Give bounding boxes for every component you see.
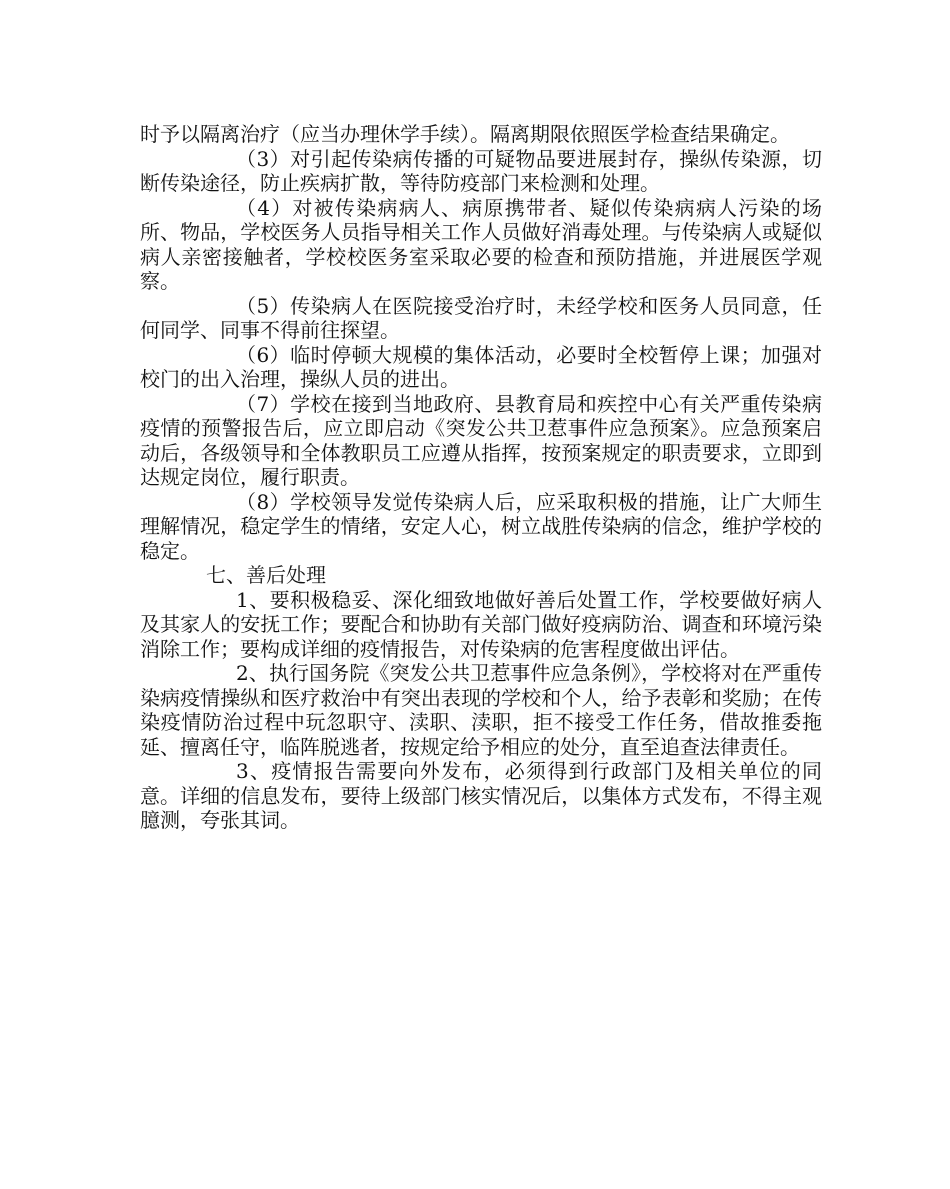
paragraph-item-3: （3）对引起传染病传播的可疑物品要进展封存，操纵传染源，切断传染途径，防止疾病扩散，等待防疫部门来检测和处理。 <box>140 146 822 195</box>
paragraph-item-8: （8）学校领导发觉传染病人后，应采取积极的措施，让广大师生理解情况，稳定学生的情绪，安定人心，树立战胜传染病的信念，维护学校的稳定。 <box>140 489 822 563</box>
paragraph-aftermath-1: 1、要积极稳妥、深化细致地做好善后处置工作，学校要做好病人及其家人的安抚工作；要配合和协助有关部门做好疫病防治、调查和环境污染消除工作；要构成详细的疫情报告，对传染病的危害程度做出评估。 <box>140 587 822 661</box>
paragraph-isolation-period: 时予以隔离治疗（应当办理休学手续）。隔离期限依照医学检查结果确定。 <box>140 122 790 146</box>
section-heading-aftermath: 七、善后处理 <box>206 563 326 587</box>
paragraph-item-4: （4）对被传染病病人、病原携带者、疑似传染病病人污染的场所、物品，学校医务人员指导相关工作人员做好消毒处理。与传染病人或疑似病人亲密接触者，学校校医务室采取必要的检查和预防措施，并进展医学观察。 <box>140 195 822 293</box>
paragraph-aftermath-2: 2、执行国务院《突发公共卫惹事件应急条例》，学校将对在严重传染病疫情操纵和医疗救治中有突出表现的学校和个人，给予表彰和奖励；在传染疫情防治过程中玩忽职守、渎职、渎职，拒不接受工作任务，借故推委拖延、擅离任守，临阵脱逃者，按规定给予相应的处分，直至追查法律责任。 <box>140 661 822 759</box>
paragraph-item-7: （7）学校在接到当地政府、县教育局和疾控中心有关严重传染病疫情的预警报告后，应立即启动《突发公共卫惹事件应急预案》。应急预案启动后，各级领导和全体教职员工应遵从指挥，按预案规定的职责要求，立即到达规定岗位，履行职责。 <box>140 391 822 489</box>
paragraph-item-6: （6）临时停顿大规模的集体活动，必要时全校暂停上课；加强对校门的出入治理，操纵人员的进出。 <box>140 342 822 391</box>
paragraph-aftermath-3: 3、疫情报告需要向外发布，必须得到行政部门及相关单位的同意。详细的信息发布，要待上级部门核实情况后，以集体方式发布，不得主观臆测，夸张其词。 <box>140 759 822 832</box>
paragraph-item-5: （5）传染病人在医院接受治疗时，未经学校和医务人员同意，任何同学、同事不得前往探望。 <box>140 293 822 342</box>
document-body <box>140 122 822 833</box>
